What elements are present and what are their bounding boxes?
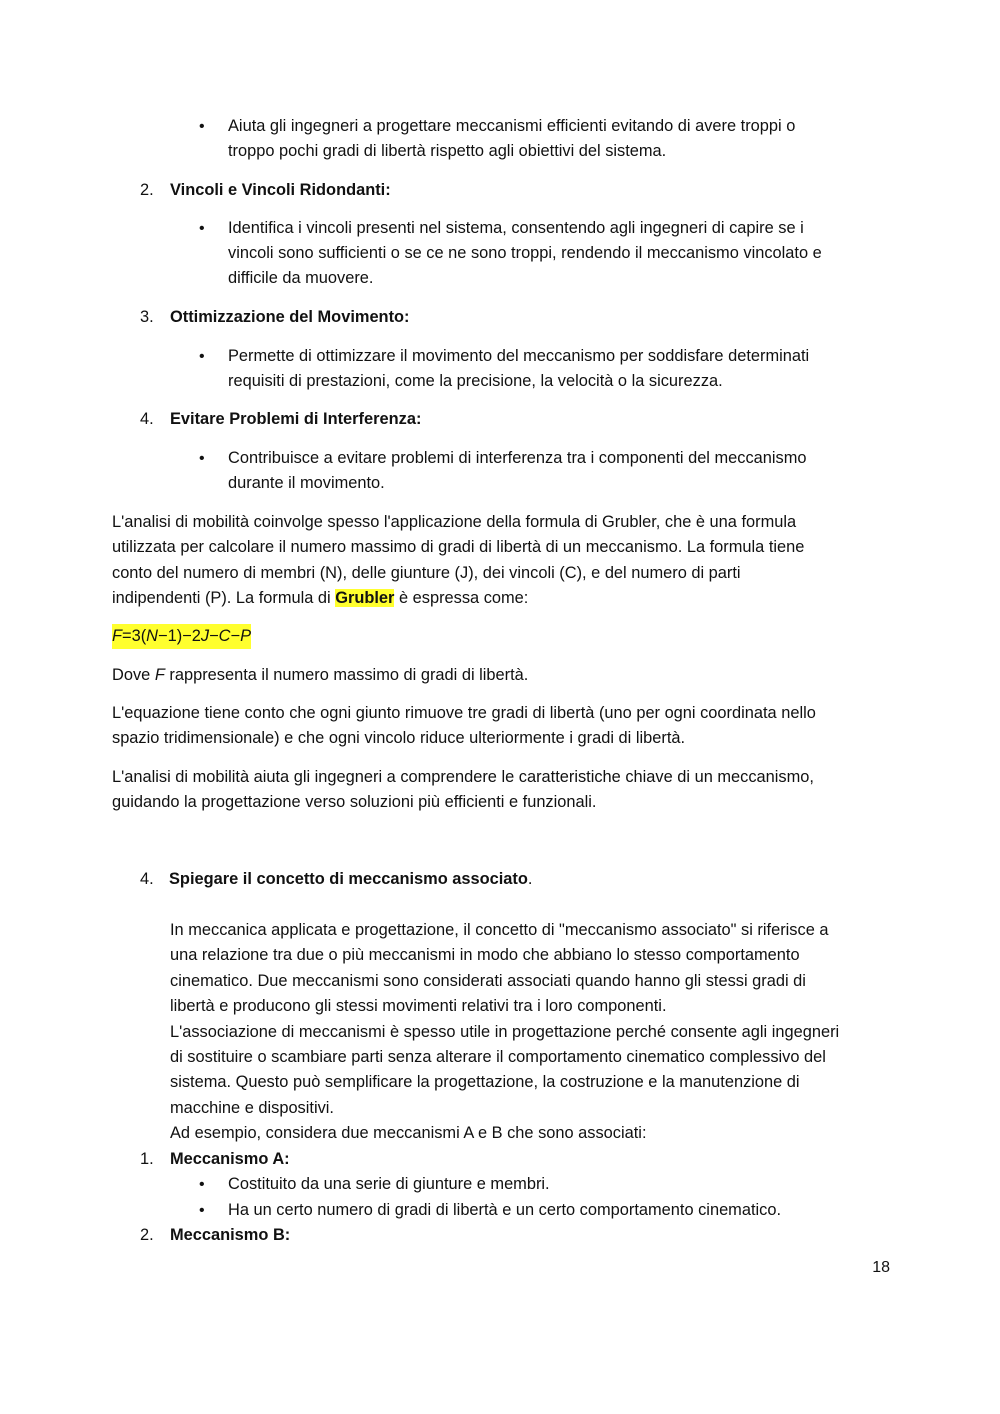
answer-line: libertà e producono gli stessi movimenti relativi tra i loro componenti.	[170, 997, 667, 1015]
formula-symbol: F	[112, 627, 123, 645]
bullet-text: vincoli sono sufficienti o se ce ne sono troppi, rendendo il meccanismo vincolato e	[228, 244, 822, 262]
text-run: .	[527, 870, 533, 888]
paragraph-line	[112, 586, 528, 611]
list-item-title: Meccanismo B:	[170, 1226, 291, 1244]
list-item-title: Vincoli e Vincoli Ridondanti:	[170, 181, 391, 199]
bullet-text: Costituito da una serie di giunture e membri.	[228, 1175, 550, 1193]
bullet-marker: •	[199, 1176, 205, 1193]
answer-line: di sostituire o scambiare parti senza alterare il comportamento cinematico complessivo del	[170, 1048, 826, 1066]
formula-text: −	[209, 627, 219, 645]
bullet-text: durante il movimento.	[228, 474, 385, 492]
text-run: è espressa come:	[394, 589, 529, 607]
formula-text: −1)−2	[158, 627, 201, 645]
grubler-formula	[112, 624, 251, 649]
answer-line: cinematico. Due meccanismi sono considerati associati quando hanno gli stessi gradi di	[170, 972, 806, 990]
formula-symbol: P	[240, 627, 251, 645]
paragraph-line: guidando la progettazione verso soluzioni più efficienti e funzionali.	[112, 793, 597, 811]
paragraph-line: L'equazione tiene conto che ogni giunto rimuove tre gradi di libertà (uno per ogni coordinata nello	[112, 704, 816, 722]
list-number: 4.	[140, 410, 154, 428]
answer-line: In meccanica applicata e progettazione, il concetto di "meccanismo associato" si riferisce a	[170, 921, 829, 939]
answer-line: L'associazione di meccanismi è spesso utile in progettazione perché consente agli ingegneri	[170, 1023, 840, 1041]
paragraph-line	[112, 663, 528, 688]
bullet-text: difficile da muovere.	[228, 269, 374, 287]
text-run: rappresenta il numero massimo di gradi di libertà.	[164, 666, 529, 684]
list-item-title: Meccanismo A:	[170, 1150, 290, 1168]
bullet-text: Aiuta gli ingegneri a progettare meccanismi efficienti evitando di avere troppi o	[228, 117, 796, 135]
paragraph-line: utilizzata per calcolare il numero massimo di gradi di libertà di un meccanismo. La formula tiene	[112, 538, 805, 556]
formula-symbol: N	[146, 627, 159, 645]
bullet-marker: •	[199, 450, 205, 467]
paragraph-line: spazio tridimensionale) e che ogni vincolo riduce ulteriormente i gradi di libertà.	[112, 729, 686, 747]
bullet-marker: •	[199, 348, 205, 365]
formula-text: =3(	[122, 627, 147, 645]
paragraph-line: conto del numero di membri (N), delle giunture (J), dei vincoli (C), e del numero di parti	[112, 564, 741, 582]
formula-text: −	[230, 627, 241, 645]
formula-symbol: J	[200, 627, 210, 645]
bullet-marker: •	[199, 220, 205, 237]
list-item-title: Evitare Problemi di Interferenza:	[170, 410, 422, 428]
question-title-text: Spiegare il concetto di meccanismo associato	[169, 870, 528, 888]
list-item-title: Ottimizzazione del Movimento:	[170, 308, 410, 326]
question-number: 4.	[140, 870, 154, 888]
formula-symbol: F	[154, 666, 165, 684]
question-title	[169, 867, 532, 892]
bullet-text: Ha un certo numero di gradi di libertà e un certo comportamento cinematico.	[228, 1201, 782, 1219]
text-run: Dove	[112, 666, 155, 684]
page-number: 18	[872, 1259, 890, 1276]
bullet-text: Permette di ottimizzare il movimento del meccanismo per soddisfare determinati	[228, 347, 810, 365]
list-number: 3.	[140, 308, 154, 326]
bullet-text: Contribuisce a evitare problemi di interferenza tra i componenti del meccanismo	[228, 449, 807, 467]
text-run: indipendenti (P). La formula di	[112, 589, 336, 607]
bullet-text: troppo pochi gradi di libertà rispetto agli obiettivi del sistema.	[228, 142, 667, 160]
answer-line: sistema. Questo può semplificare la progettazione, la costruzione e la manutenzione di	[170, 1073, 800, 1091]
paragraph-line: L'analisi di mobilità coinvolge spesso l'applicazione della formula di Grubler, che è una formula	[112, 513, 797, 531]
answer-line: Ad esempio, considera due meccanismi A e B che sono associati:	[170, 1124, 647, 1142]
list-number: 2.	[140, 181, 154, 199]
highlighted-word: Grubler	[335, 589, 395, 607]
answer-line: macchine e dispositivi.	[170, 1099, 334, 1117]
list-number: 2.	[140, 1226, 154, 1244]
bullet-marker: •	[199, 118, 205, 135]
bullet-marker: •	[199, 1202, 205, 1219]
bullet-text: requisiti di prestazioni, come la precisione, la velocità o la sicurezza.	[228, 372, 723, 390]
bullet-text: Identifica i vincoli presenti nel sistema, consentendo agli ingegneri di capire se i	[228, 219, 804, 237]
formula-symbol: C	[218, 627, 231, 645]
answer-line: una relazione tra due o più meccanismi in modo che abbiano lo stesso comportamento	[170, 946, 800, 964]
paragraph-line: L'analisi di mobilità aiuta gli ingegneri a comprendere le caratteristiche chiave di un meccanismo,	[112, 768, 814, 786]
list-number: 1.	[140, 1150, 154, 1168]
